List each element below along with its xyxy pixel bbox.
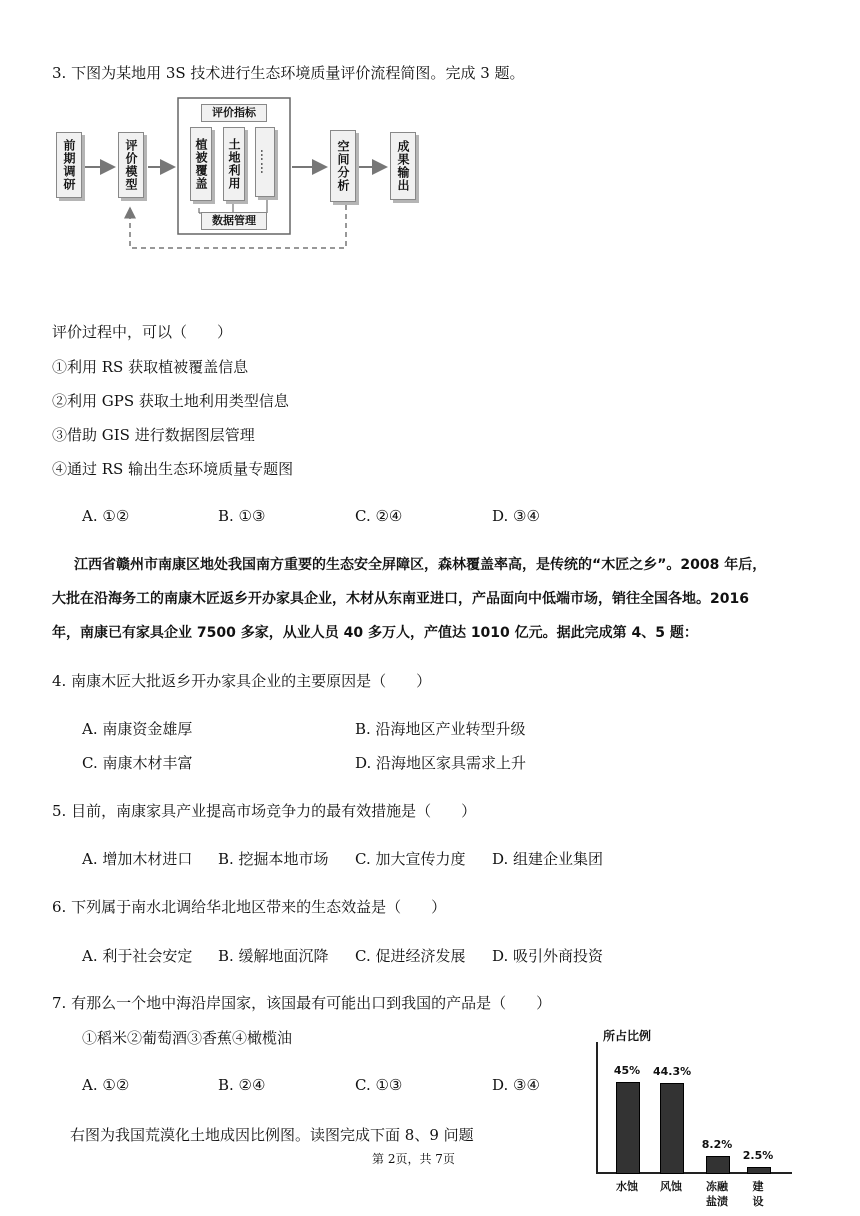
q4-option-a[interactable]: A. 南康资金雄厚 bbox=[82, 720, 193, 738]
q3-item-1: ①利用 RS 获取植被覆盖信息 bbox=[52, 358, 249, 376]
q7-option-b[interactable]: B. ②④ bbox=[218, 1076, 266, 1094]
chart-bar-3 bbox=[706, 1156, 730, 1174]
q6-option-a[interactable]: A. 利于社会安定 bbox=[82, 947, 193, 965]
q7-option-c[interactable]: C. ①③ bbox=[355, 1076, 403, 1094]
q6-option-b[interactable]: B. 缓解地面沉降 bbox=[218, 947, 329, 965]
passage-line-3: 年，南康已有家具企业 7500 多家，从业人员 40 多万人，产值达 1010 亿元。据此完成第 4、5 题： bbox=[52, 625, 698, 641]
q3-item-4: ④通过 RS 输出生态环境质量专题图 bbox=[52, 460, 294, 478]
box-land-use: 土地利用 bbox=[223, 127, 245, 201]
q5-option-b[interactable]: B. 挖掘本地市场 bbox=[218, 850, 329, 868]
box-indicators-title: 评价指标 bbox=[201, 104, 267, 122]
q89-intro: 右图为我国荒漠化土地成因比例图。读图完成下面 8、9 问题 bbox=[70, 1126, 474, 1144]
chart-y-axis bbox=[596, 1042, 598, 1174]
q6-option-d[interactable]: D. 吸引外商投资 bbox=[492, 947, 604, 965]
passage-line-2: 大批在沿海务工的南康木匠返乡开办家具企业，木材从东南亚进口，产品面向中低端市场，销往全国各地。2016 bbox=[52, 591, 749, 607]
box-spatial-analysis: 空间分析 bbox=[330, 130, 356, 202]
q3-option-a[interactable]: A. ①② bbox=[82, 507, 130, 525]
q6-stem: 6. 下列属于南水北调给华北地区带来的生态效益是（ ） bbox=[52, 898, 447, 916]
chart-category-label-3-2: 盐渍 bbox=[706, 1195, 728, 1208]
chart-category-label-2-1: 风蚀 bbox=[660, 1180, 682, 1193]
chart-value-label-4: 2.5% bbox=[742, 1149, 774, 1162]
q4-stem: 4. 南康木匠大批返乡开办家具企业的主要原因是（ ） bbox=[52, 672, 432, 690]
q3-option-b[interactable]: B. ①③ bbox=[218, 507, 266, 525]
q4-option-c[interactable]: C. 南康木材丰富 bbox=[82, 754, 193, 772]
box-early-research: 前期调研 bbox=[56, 132, 82, 198]
q7-option-a[interactable]: A. ①② bbox=[82, 1076, 130, 1094]
q3-option-d[interactable]: D. ③④ bbox=[492, 507, 540, 525]
chart-category-label-4-1: 建 bbox=[752, 1180, 764, 1193]
page-footer: 第 2页，共 7页 bbox=[372, 1152, 455, 1166]
q3-question: 评价过程中，可以（ ） bbox=[52, 323, 233, 341]
q7-items: ①稻米②葡萄酒③香蕉④橄榄油 bbox=[82, 1029, 293, 1047]
q5-option-a[interactable]: A. 增加木材进口 bbox=[82, 850, 193, 868]
q3-item-3: ③借助 GIS 进行数据图层管理 bbox=[52, 426, 255, 444]
q7-stem: 7. 有那么一个地中海沿岸国家，该国最有可能出口到我国的产品是（ ） bbox=[52, 994, 552, 1012]
chart-ylabel: 所占比例 bbox=[603, 1029, 652, 1043]
box-data-mgmt: 数据管理 bbox=[201, 212, 267, 230]
chart-bar-4 bbox=[747, 1167, 771, 1174]
box-output: 成果输出 bbox=[390, 132, 416, 200]
q4-option-d[interactable]: D. 沿海地区家具需求上升 bbox=[355, 754, 527, 772]
chart-value-label-3: 8.2% bbox=[701, 1138, 733, 1151]
q3-stem: 3. 下图为某地用 3S 技术进行生态环境质量评价流程简图。完成 3 题。 bbox=[52, 64, 525, 82]
q5-option-d[interactable]: D. 组建企业集团 bbox=[492, 850, 604, 868]
q7-option-d[interactable]: D. ③④ bbox=[492, 1076, 540, 1094]
chart-value-label-1: 45% bbox=[613, 1064, 641, 1077]
q6-option-c[interactable]: C. 促进经济发展 bbox=[355, 947, 466, 965]
chart-category-label-3-1: 冻融 bbox=[706, 1180, 728, 1193]
q5-stem: 5. 目前，南康家具产业提高市场竞争力的最有效措施是（ ） bbox=[52, 802, 477, 820]
q3-option-c[interactable]: C. ②④ bbox=[355, 507, 403, 525]
chart-bar-2 bbox=[660, 1083, 684, 1174]
chart-category-label-1-1: 水蚀 bbox=[616, 1180, 638, 1193]
box-ellipsis: …… bbox=[255, 127, 275, 197]
chart-category-label-4-2: 设 bbox=[752, 1195, 764, 1208]
q5-option-c[interactable]: C. 加大宣传力度 bbox=[355, 850, 466, 868]
chart-bar-1 bbox=[616, 1082, 640, 1174]
box-eval-model: 评价模型 bbox=[118, 132, 144, 198]
chart-value-label-2: 44.3% bbox=[653, 1065, 692, 1078]
q4-option-b[interactable]: B. 沿海地区产业转型升级 bbox=[355, 720, 526, 738]
q3-item-2: ②利用 GPS 获取土地利用类型信息 bbox=[52, 392, 289, 410]
box-veg-cover: 植被覆盖 bbox=[190, 127, 212, 201]
passage-line-1: 江西省赣州市南康区地处我国南方重要的生态安全屏障区，森林覆盖率高，是传统的“木匠之乡”。2008 年后， bbox=[74, 557, 767, 573]
